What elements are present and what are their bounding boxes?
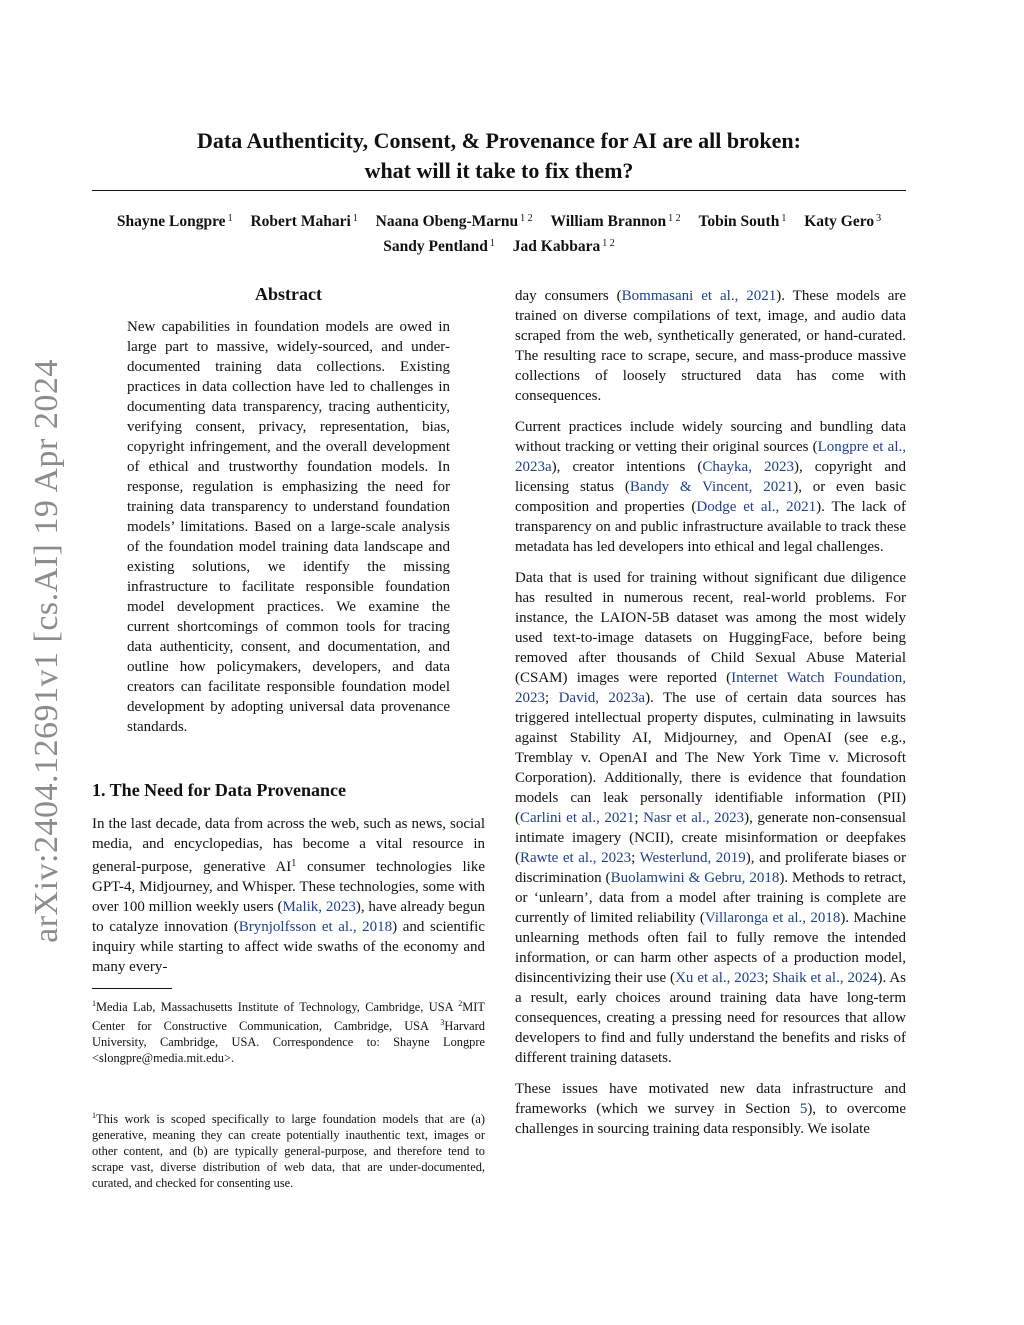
paper-title	[92, 126, 906, 186]
author: Jad Kabbara $^{1 2}$	[512, 238, 615, 255]
affiliation-footnote: $^1$Media Lab, Massachusetts Institute of Technology, Cambridge, USA $^2$MIT Center for Constructive Communication, Cambridge, USA $^3$Harvard University, Cambridge, USA. Correspondence to: Shayne Longpre <slongpre@media.mit.edu>.	[92, 999, 485, 1065]
citation-link[interactable]: Shaik et al., 2024	[772, 970, 878, 986]
citation-link[interactable]: Chayka, 2023	[702, 459, 794, 475]
title-line-2: what will it take to fix them?	[364, 158, 634, 183]
citation-link[interactable]: Bommasani et al., 2021	[621, 288, 777, 304]
right-column	[515, 286, 906, 1150]
arxiv-stamp: arXiv:2404.12691v1 [cs.AI] 19 Apr 2024	[28, 359, 65, 943]
left-column	[92, 284, 485, 1191]
citation-link[interactable]: Brynjolfsson et al., 2018	[238, 919, 393, 935]
citation-link[interactable]: Buolamwini & Gebru, 2018	[610, 870, 780, 886]
citation-link[interactable]: Rawte et al., 2023	[520, 850, 632, 866]
body-paragraph: day consumers (Bommasani et al., 2021). These models are trained on diverse compilations of text, image, and audio data scraped from the web, synthetically generated, or hand-curated. The resulting race to scrape, secure, and mass-produce massive collections of loosely structured data has come with consequences.	[515, 288, 907, 404]
body-paragraph: Current practices include widely sourcing and bundling data without tracking or vetting their original sources (Longpre et al., 2023a), creator intentions (Chayka, 2023), copyright and licensing status (Bandy & Vincent, 2021), or even basic composition and properties (Dodge et al., 2021). The lack of transparency on and public infrastructure available to track these metadata has led developers into ethical and legal challenges.	[515, 419, 906, 555]
section-heading: 1. The Need for Data Provenance	[92, 780, 346, 800]
scope-footnote: $^1$This work is scoped specifically to large foundation models that are (a) generative, meaning they can create potentially inauthentic text, images or other content, and (b) are typically general-purpose, and therefore tend to scrape vast, diverse distribution of web data, that are under-documented, curated, and checked for consenting use.	[92, 1111, 485, 1190]
author: Shayne Longpre $^1$	[116, 213, 233, 230]
intro-paragraph: In the last decade, data from across the web, such as news, social media, and encyclopedias, has become a vital resource in general-purpose, generative $AI^1$ consumer technologies like GPT-4, Midjourney, and Whisper. These technologies, some with over 100 million weekly users (Malik, 2023), have already begun to catalyze innovation (Brynjolfsson et al., 2018) and scientific inquiry while starting to affect wide swaths of the economy and many every-	[92, 816, 485, 975]
author: Sandy Pentland $^1$	[383, 238, 495, 255]
body-paragraph: Data that is used for training without significant due diligence has resulted in numerous recent, real-world problems. For instance, the LAION-5B dataset was among the most widely used text-to-image datasets on HuggingFace, before being removed after thousands of Child Sexual Abuse Material (CSAM) images were reported (Internet Watch Foundation, 2023; David, 2023a). The use of certain data sources has triggered intellectual property disputes, culminating in lawsuits against Stability AI, Midjourney, and OpenAI (see e.g., Tremblay v. OpenAI and The New York Time v. Microsoft Corporation). Additionally, there is evidence that foundation models can leak personally identifiable information (PII) (Carlini et al., 2021; Nasr et al., 2023), generate non-consensual intimate imagery (NCII), create misinformation or deepfakes (Rawte et al., 2023; Westerlund, 2019), and proliferate biases or discrimination (Buolamwini & Gebru, 2018). Methods to retract, or ‘unlearn’, data from a model after training is complete are currently of limited reliability (Villaronga et al., 2018). Machine unlearning methods often fail to fully remove the intended information, or can harm other aspects of a production model, disincentivizing their use (Xu et al., 2023; Shaik et al., 2024). As a result, early choices around training data have long-term consequences, creating a pressing need for resources that allow developers to find and fully understand the benefits and risks of different training datasets.	[515, 570, 907, 1066]
citation-link[interactable]: Westerlund, 2019	[639, 850, 746, 866]
citation-link[interactable]: Dodge et al., 2021	[696, 499, 817, 515]
author-row-1	[92, 208, 906, 233]
citation-link[interactable]: Malik, 2023	[282, 899, 356, 915]
author: Naana Obeng-Marnu $^{1 2}$	[375, 213, 533, 230]
abstract-heading: Abstract	[255, 284, 322, 304]
citation-link[interactable]: Bandy & Vincent, 2021	[629, 479, 794, 495]
citation-link[interactable]: Villaronga et al., 2018	[704, 910, 841, 926]
footnote-divider	[92, 988, 172, 989]
citation-link[interactable]: Carlini et al., 2021	[520, 810, 635, 826]
citation-link[interactable]: Xu et al., 2023	[675, 970, 765, 986]
author-row-2	[92, 233, 906, 258]
author: Robert Mahari $^1$	[250, 213, 358, 230]
title-divider	[92, 190, 906, 191]
abstract-text: New capabilities in foundation models are owed in large part to massive, widely-sourced, and under-documented training data collections. Existing practices in data collection have led to challenges in documenting data transparency, tracing authenticity, verifying consent, privacy, representation, bias, copyright infringement, and the overall development of ethical and trustworthy foundation models. In response, regulation is emphasizing the need for training data transparency to understand foundation models’ limitations. Based on a large-scale analysis of the foundation model training data landscape and existing solutions, we identify the missing infrastructure to facilitate responsible foundation model development practices. We examine the current shortcomings of common tools for tracing data authenticity, consent, and documentation, and outline how policymakers, developers, and data creators can facilitate responsible foundation model development by adopting universal data provenance standards.	[127, 319, 450, 735]
section-link[interactable]: 5	[799, 1101, 808, 1117]
body-paragraph: These issues have motivated new data infrastructure and frameworks (which we survey in Section 5), to overcome challenges in sourcing training data responsibly. We isolate	[515, 1081, 906, 1137]
citation-link[interactable]: Longpre et al., 2023a	[515, 439, 906, 475]
arxiv-sidebar	[22, 356, 72, 946]
citation-link[interactable]: Internet Watch Foundation, 2023	[515, 670, 906, 706]
author: William Brannon $^{1 2}$	[550, 213, 681, 230]
citation-link[interactable]: David, 2023a	[558, 690, 646, 706]
title-line-1: Data Authenticity, Consent, & Provenance for AI are all broken:	[197, 128, 801, 153]
author: Tobin South $^1$	[698, 213, 787, 230]
author: Katy Gero $^3$	[804, 213, 882, 230]
footnote-marker[interactable]: 1	[291, 858, 297, 869]
author-list	[92, 208, 906, 258]
citation-link[interactable]: Nasr et al., 2023	[643, 810, 745, 826]
